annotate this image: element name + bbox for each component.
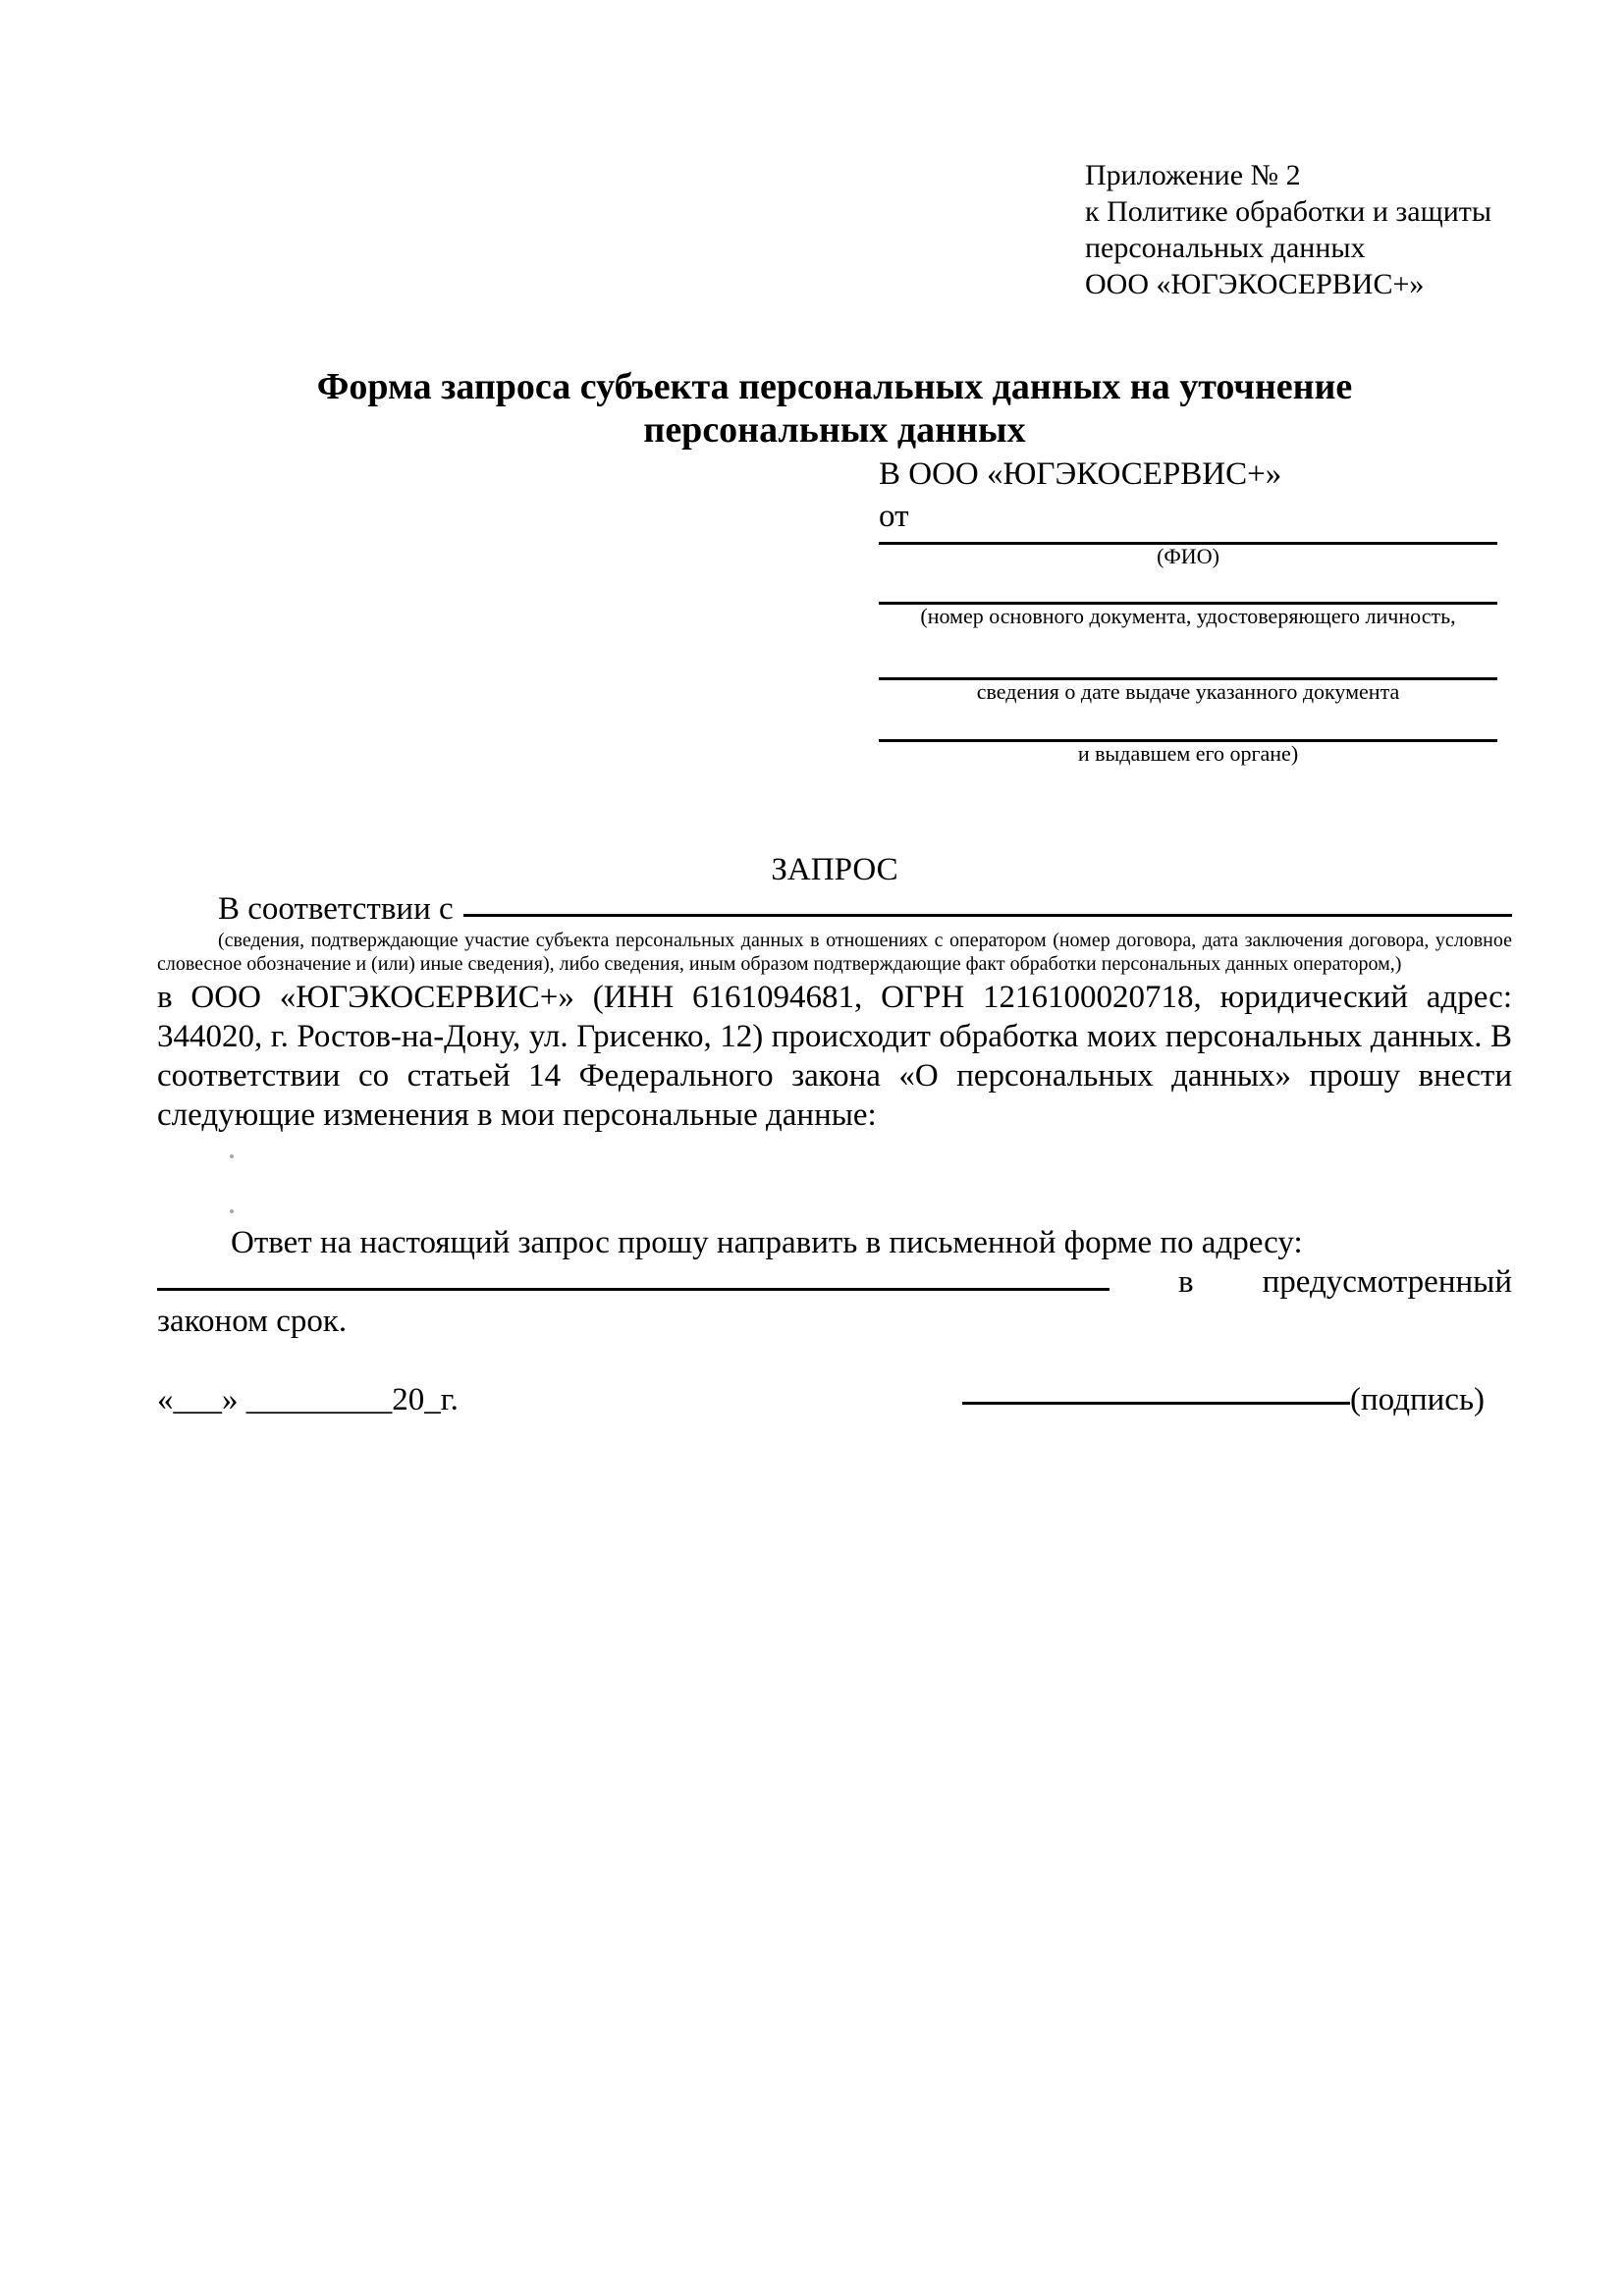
issuing-authority-blank-line[interactable] xyxy=(879,704,1497,742)
empty-list-markers xyxy=(157,1154,1512,1213)
issue-date-blank-line[interactable] xyxy=(879,628,1497,680)
date-blank[interactable]: «___» _________20_г. xyxy=(157,1382,459,1417)
signature-blank-line[interactable] xyxy=(962,1380,1350,1405)
placeholder-dot xyxy=(230,1209,234,1213)
reply-word-v: в xyxy=(1178,1264,1194,1300)
reply-address-row xyxy=(157,1262,1512,1302)
appendix-line: Приложение № 2 xyxy=(1085,159,1301,191)
basis-blank-line[interactable] xyxy=(463,889,1512,917)
placeholder-dot xyxy=(230,1154,234,1158)
reply-word-predusmotrennyi: предусмотренный xyxy=(1262,1264,1512,1300)
request-body: в ООО «ЮГЭКОСЕРВИС+» (ИНН 6161094681, ОГРН 1216100020718, юридический адрес: 344020, г. Ростов-на-Дону, ул. Грисенко, 12) происходит обработка моих персональных данных. В соответствии со статьей 14 Федерального закона «О персональных данных» прошу внести следующие изменения в мои персональные данные: xyxy=(157,980,1512,1133)
document-number-caption: (номер основного документа, удостоверяющего личность, xyxy=(920,604,1456,628)
appendix-line: персональных данных xyxy=(1085,232,1366,264)
addressee-block xyxy=(879,452,1497,766)
signature-caption: (подпись) xyxy=(1350,1382,1485,1417)
issue-date-caption: сведения о дате выдаче указанного документа xyxy=(976,679,1400,704)
reply-term: законом срок. xyxy=(157,1304,348,1339)
reply-address-blank-line[interactable] xyxy=(157,1262,1110,1291)
intro-note: (сведения, подтверждающие участие субъекта персональных данных в отношениях с оператором (номер договора, дата заключения договора, условное словесное обозначение и (или) иные сведения), либо сведения, иным образом подтверждающие факт обработки персональных данных оператором,) xyxy=(157,930,1512,975)
reply-instruction: Ответ на настоящий запрос прошу направить в письменной форме по адресу: xyxy=(231,1225,1303,1260)
addressee-from-label: от xyxy=(879,499,909,534)
issuing-authority-caption: и выдавшем его органе) xyxy=(1077,741,1299,766)
request-heading: ЗАПРОС xyxy=(771,852,898,887)
fio-caption: (ФИО) xyxy=(1157,544,1219,568)
document-number-blank-line[interactable] xyxy=(879,568,1497,605)
footer-row xyxy=(157,1380,1512,1419)
appendix-header xyxy=(1085,157,1512,302)
appendix-line: к Политике обработки и защиты xyxy=(1085,195,1492,228)
intro-prefix: В соответствии с xyxy=(218,891,454,927)
intro-line xyxy=(157,889,1512,929)
addressee-to: В ООО «ЮГЭКОСЕРВИС+» xyxy=(879,456,1282,492)
appendix-line: ООО «ЮГЭКОСЕРВИС+» xyxy=(1085,268,1425,300)
page-title: Форма запроса субъекта персональных данных на уточнение персональных данных xyxy=(316,366,1353,451)
